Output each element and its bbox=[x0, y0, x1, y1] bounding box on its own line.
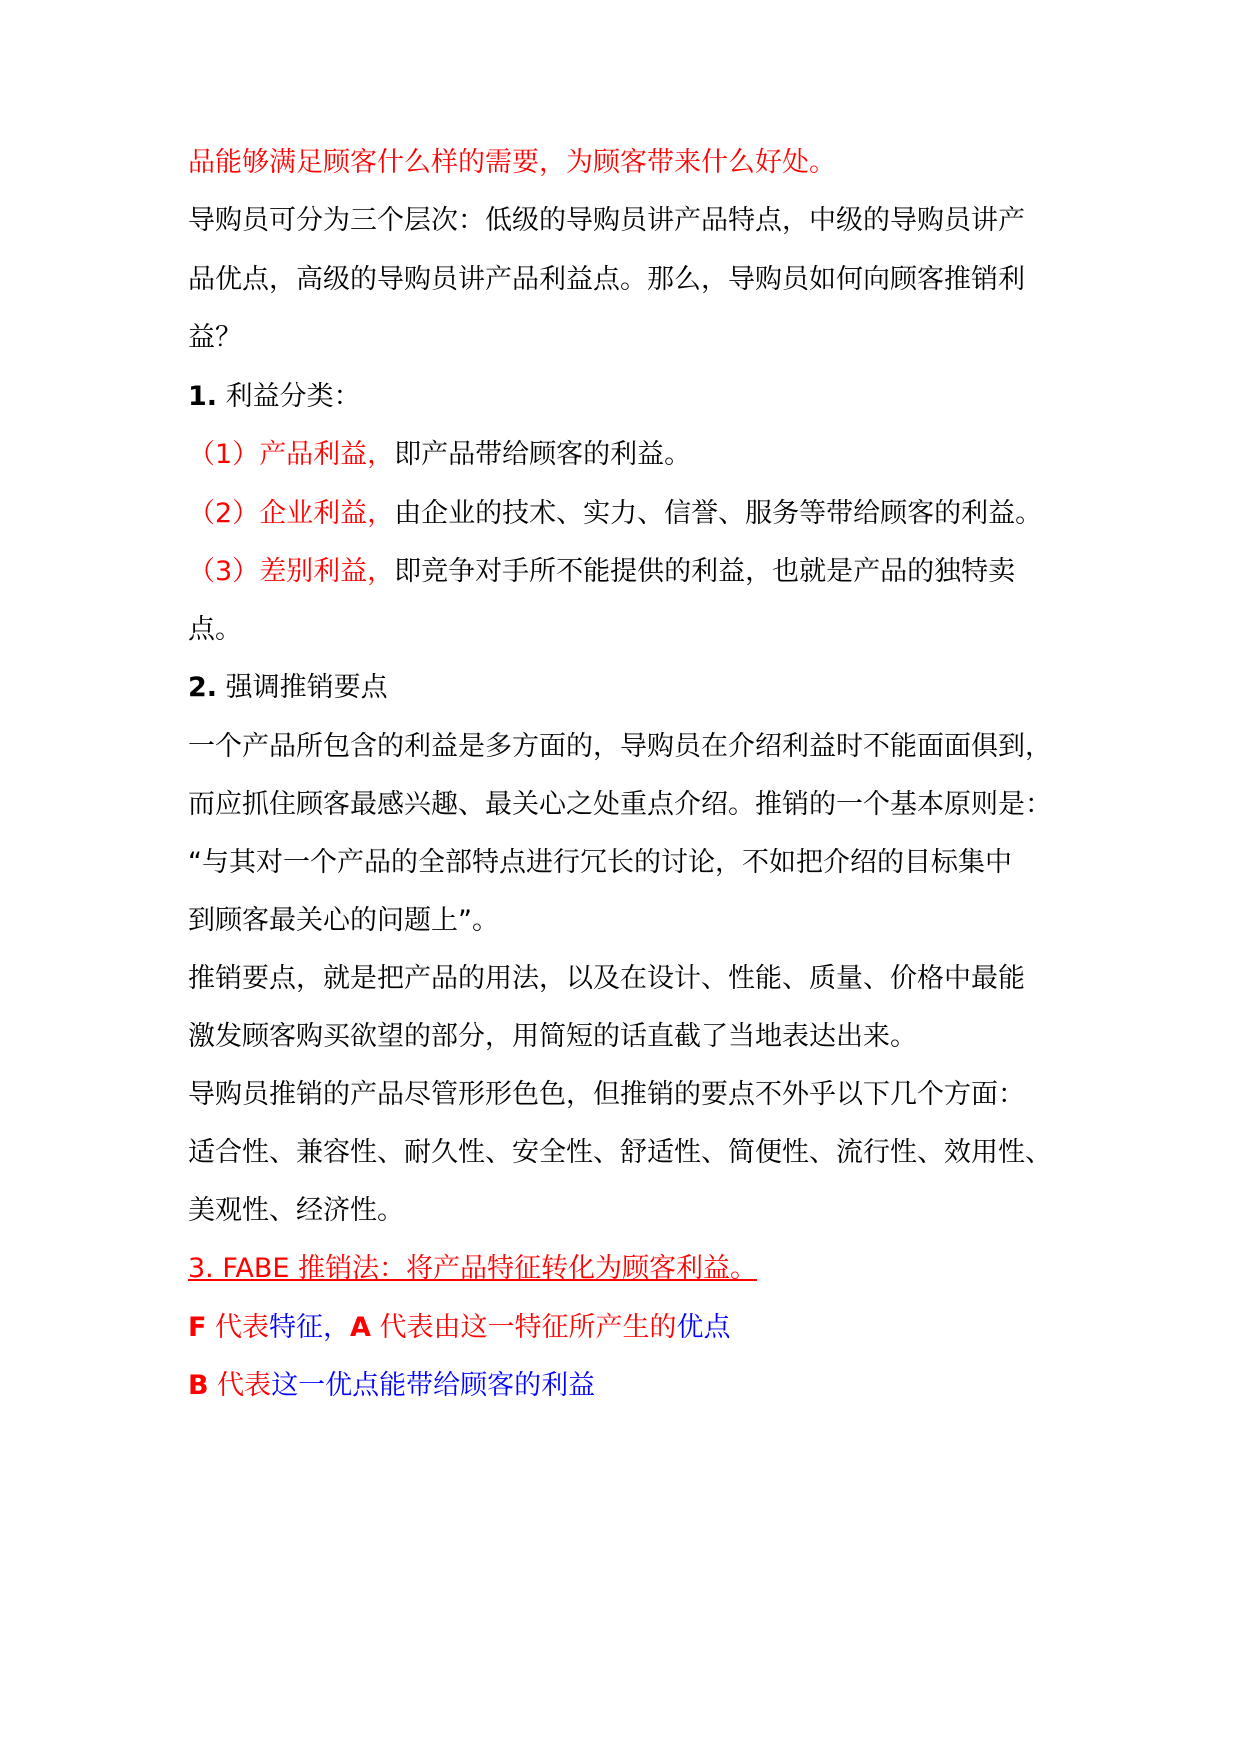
section2-para2-line2: 激发顾客购买欲望的部分，用简短的话直截了当地表达出来。 bbox=[188, 1021, 917, 1052]
fabe-b-label: 代表 bbox=[208, 1370, 272, 1401]
benefit-item-1 bbox=[188, 435, 1088, 475]
benefit-term-2: 企业利益， bbox=[259, 498, 395, 529]
benefit-desc-3: 即竞争对手所不能提供的利益，也就是产品的独特卖 bbox=[394, 556, 1016, 587]
intro-line-2: 导购员可分为三个层次：低级的导购员讲产品特点，中级的导购员讲产 bbox=[188, 205, 1025, 236]
section2-para1-line1: 一个产品所包含的利益是多方面的，导购员在介绍利益时不能面面俱到， bbox=[188, 731, 1052, 762]
benefit-desc-1: 即产品带给顾客的利益。 bbox=[394, 439, 692, 470]
fabe-f-letter: F bbox=[188, 1312, 207, 1343]
benefit-marker-3: （3） bbox=[188, 556, 260, 587]
intro-line-3: 品优点，高级的导购员讲产品利益点。那么，导购员如何向顾客推销利 bbox=[188, 264, 1025, 295]
fabe-b-line bbox=[188, 1366, 1088, 1406]
section2-para1-line4: 到顾客最关心的问题上”。 bbox=[188, 905, 499, 936]
section2-heading bbox=[188, 668, 1088, 708]
fabe-a-value: 优点 bbox=[676, 1312, 731, 1343]
section3-heading: 3. FABE 推销法：将产品特征转化为顾客利益。 bbox=[188, 1253, 758, 1284]
section2-para3-line1: 导购员推销的产品尽管形形色色，但推销的要点不外乎以下几个方面： bbox=[188, 1079, 1025, 1110]
section2-para3-line3: 美观性、经济性。 bbox=[188, 1195, 404, 1226]
benefit-item-3 bbox=[188, 552, 1088, 592]
section2-para1-line3: “与其对一个产品的全部特点进行冗长的讨论，不如把介绍的目标集中 bbox=[188, 847, 1012, 878]
fabe-a-label: 代表由这一特征所产生的 bbox=[370, 1312, 677, 1343]
benefit-marker-1: （1） bbox=[188, 439, 260, 470]
fabe-f-line bbox=[188, 1308, 1088, 1348]
section1-heading bbox=[188, 377, 1088, 417]
section2-para2-line1: 推销要点，就是把产品的用法，以及在设计、性能、质量、价格中最能 bbox=[188, 963, 1025, 994]
intro-line-1: 品能够满足顾客什么样的需要，为顾客带来什么好处。 bbox=[188, 147, 836, 178]
fabe-f-label: 代表 bbox=[206, 1312, 270, 1343]
section1-number: 1. bbox=[188, 381, 218, 412]
benefit-item-3-cont: 点。 bbox=[188, 614, 242, 645]
section2-para3-line2: 适合性、兼容性、耐久性、安全性、舒适性、简便性、流行性、效用性、 bbox=[188, 1137, 1052, 1168]
fabe-f-value: 特征， bbox=[269, 1312, 351, 1343]
benefit-term-3: 差别利益， bbox=[259, 556, 395, 587]
section2-title: 强调推销要点 bbox=[225, 672, 388, 703]
benefit-term-1: 产品利益， bbox=[259, 439, 395, 470]
fabe-a-letter: A bbox=[350, 1312, 371, 1343]
benefit-item-2 bbox=[188, 494, 1088, 534]
intro-line-4: 益？ bbox=[188, 322, 242, 353]
benefit-desc-2: 由企业的技术、实力、信誉、服务等带给顾客的利益。 bbox=[394, 498, 1043, 529]
fabe-b-letter: B bbox=[188, 1370, 209, 1401]
section2-para1-line2: 而应抓住顾客最感兴趣、最关心之处重点介绍。推销的一个基本原则是： bbox=[188, 789, 1052, 820]
fabe-b-value: 这一优点能带给顾客的利益 bbox=[271, 1370, 596, 1401]
benefit-marker-2: （2） bbox=[188, 498, 260, 529]
section1-title: 利益分类： bbox=[225, 381, 361, 412]
section2-number: 2. bbox=[188, 672, 218, 703]
